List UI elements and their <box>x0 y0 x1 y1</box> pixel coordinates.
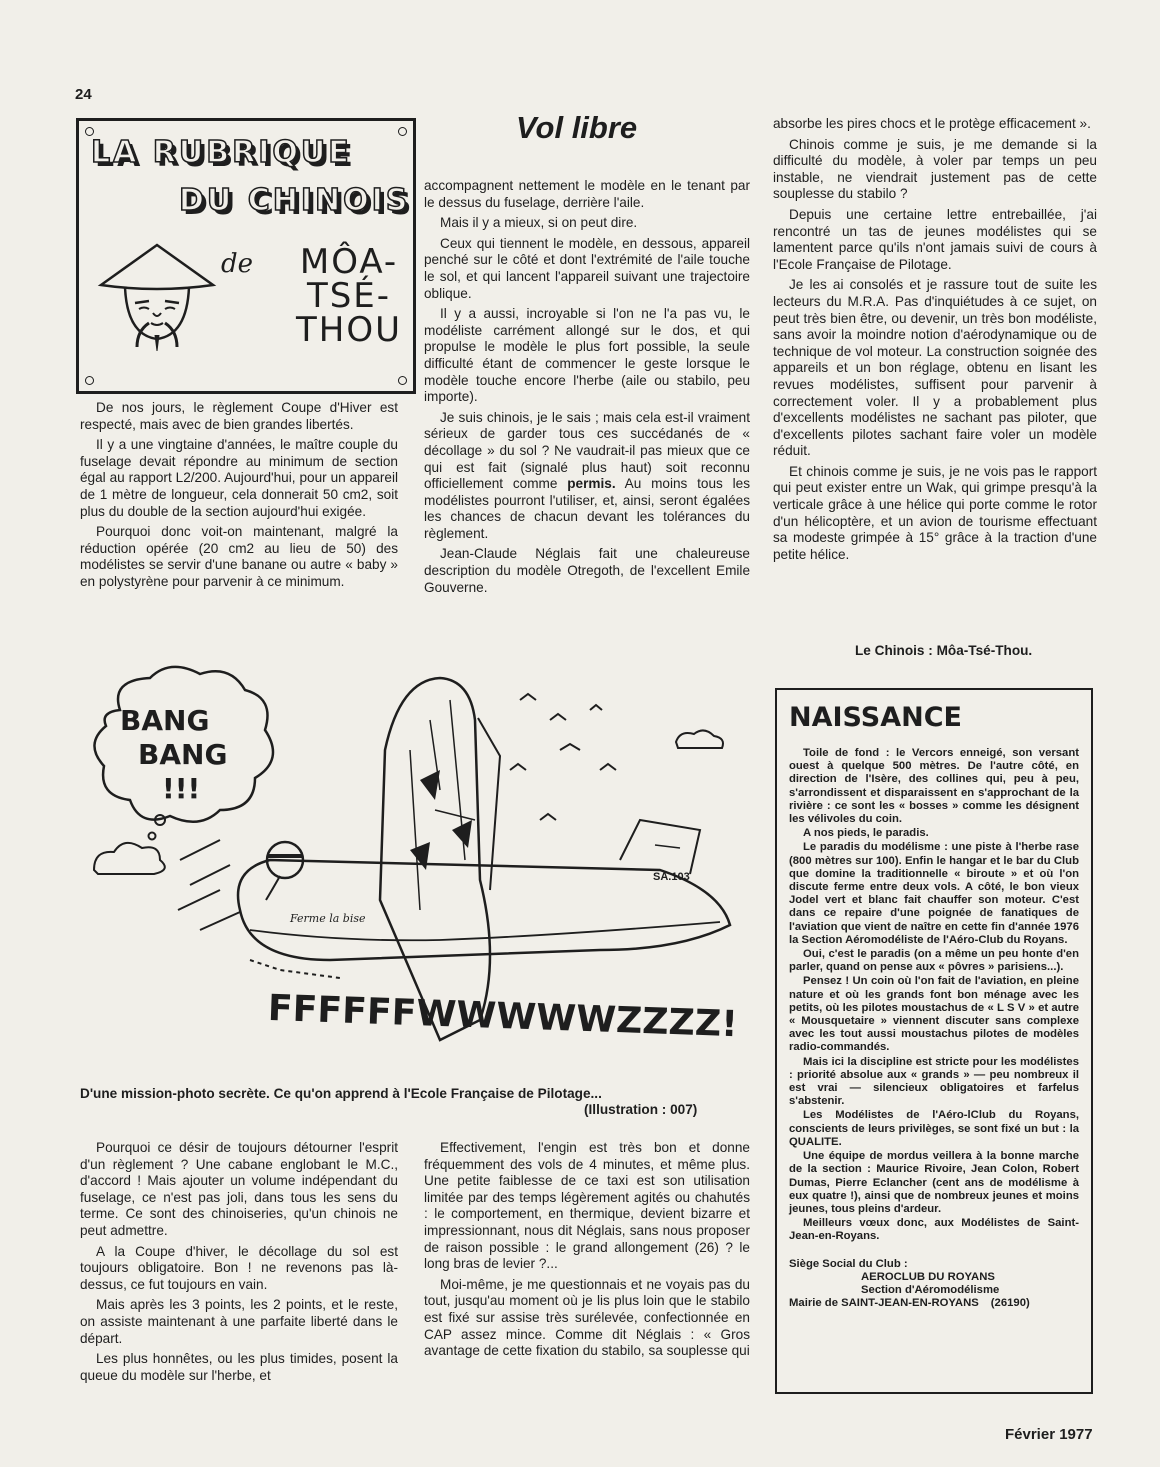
paragraph: Pensez ! Un coin où l'on fait de l'aviation, en pleine nature et où les grands font bon ménage avec les petits, où les pilotes moustachus de « L S V » et autre « Mousquetaire » viennent discuter sans complexe avec les tout aussi moustachus pilotes de modèles radio-commandés. <box>789 975 1079 1054</box>
paragraph: Ceux qui tiennent le modèle, en dessous, appareil penché sur le côté et dont l'extrémité de l'aile touche le sol, et qui lancent l'appareil suivant une trajectoire oblique. <box>424 235 750 301</box>
column-1-bottom <box>80 1140 398 1388</box>
screw-icon <box>85 376 94 385</box>
rubrique-de: de <box>221 249 254 279</box>
cloud-icon <box>676 730 723 748</box>
naissance-body <box>789 747 1079 1244</box>
hull-inscription: Ferme la bise <box>290 912 366 925</box>
bang-word: BANG <box>120 704 210 737</box>
paragraph: Jean-Claude Néglais fait une chaleureuse description du modèle Otregoth, de l'excellent Emile Gouverne. <box>424 546 750 595</box>
paragraph: Les plus honnêtes, ou les plus timides, posent la queue du modèle sur l'herbe, et <box>80 1351 398 1383</box>
club-name: AEROCLUB DU ROYANS <box>861 1270 995 1283</box>
club-section: Section d'Aéromodélisme <box>861 1283 1000 1296</box>
plane-code-label: SA.103 <box>653 871 690 883</box>
paragraph: Effectivement, l'engin est très bon et donne fréquemment des vols de 4 minutes, et même plus. Une petite faiblesse de ce taxi est son utilisation limitée par des temps légèrement agités ou chahutés : le comportement, en thermique, devient bizarre et impressionnant, nous dit Néglais, sans nous proposer de raison possible : le grand allongement (26) ? le long bras de levier ?... <box>424 1140 750 1272</box>
aircraft-tail-fin <box>380 678 490 1040</box>
club-mairie <box>789 1297 1079 1310</box>
text-run: Je suis chinois, je le sais ; mais cela est-il vraiment sérieux de garder tous ces succédanés de « décollage » du sol ? Ne vaudrait-il pas mieux que ce qui est fait (signalé plus haut) soit reconnu officiellement comme <box>424 409 750 492</box>
paragraph: Pourquoi ce désir de toujours détourner l'esprit d'un règlement ? Une cabane englobant le M.C., d'accord ! Mais ajouter un volume indépendant du fuselage, ce n'est pas joli, dans tous les sens du terme. Ce sont des chinoiseries, qu'un chinois ne peut admettre. <box>80 1140 398 1238</box>
text-run: Au moins tous les modélistes pourront l'utiliser, et, ainsi, seront égalées les chances de chacun devant les tolérances du règlement. <box>424 476 750 541</box>
chinese-man-icon <box>97 239 217 359</box>
postal-code: (26190) <box>990 1297 1030 1310</box>
bird-icon <box>510 694 616 820</box>
naissance-title: NAISSANCE <box>789 702 962 733</box>
paragraph: Depuis une certaine lettre entrebaillée, j'ai rencontré un tas de jeunes modélistes qui se lamentent parce qu'ils n'ont jamais suivi de cours à l'Ecole Française de Pilotage. <box>773 206 1097 272</box>
author-name-line: TSÉ- <box>306 276 392 316</box>
article-signature: Le Chinois : Môa-Tsé-Thou. <box>855 643 1033 658</box>
paragraph: Les Modélistes de l'Aéro-lClub du Royans, conscients de leurs privilèges, se sont fixé un but : la QUALITE. <box>789 1109 1079 1148</box>
paragraph: Il y a une vingtaine d'années, le maître couple du fuselage devait répondre au minimum de section égal au rapport L2/200. Aujourd'hui, pour un appareil de 1 mètre de longueur, cela donnerait 50 cm2, soit plus du double de la section aujourd'hui exigée. <box>80 437 398 519</box>
paragraph: Mais ici la discipline est stricte pour les modélistes : priorité absolue aux « grands » — peu nombreux il est vrai — silencieux obligatoires et farfelus s'abstenir. <box>789 1055 1079 1108</box>
paragraph: A nos pieds, le paradis. <box>803 827 929 840</box>
illustration-caption: D'une mission-photo secrète. Ce qu'on apprend à l'Ecole Française de Pilotage... <box>80 1086 602 1101</box>
bold-word-permis: permis. <box>567 476 616 492</box>
bang-exclamations: !!! <box>162 772 201 805</box>
paragraph: Toile de fond : le Vercors enneigé, son versant ouest à quelque 500 mètres. De l'autre côté, en direction de l'Isère, des collines qui, peu à peu, s'arrondissent et disparaissent en s'approchant de la rivière : ce sont les « bosses » comme les désignent les vélivoles du coin. <box>789 747 1079 826</box>
paragraph: A la Coupe d'hiver, le décollage du sol est toujours obligatoire. Bon ! ne revenons pas là-dessus, ce fut toujours en vain. <box>80 1243 398 1292</box>
column-3-top <box>773 116 1097 567</box>
mairie-text: Mairie de SAINT-JEAN-EN-ROYANS <box>789 1297 979 1310</box>
paragraph: De nos jours, le règlement Coupe d'Hiver est respecté, mais avec de bien grandes libertés. <box>80 400 398 432</box>
cloud-icon <box>94 843 165 874</box>
column-1-top <box>80 400 398 595</box>
naissance-box <box>775 688 1093 1394</box>
paragraph: Moi-même, je me questionnais et ne voyais pas du tout, jusqu'au moment où je lis plus loin que le stabilo est fixé sur assise très surélevée, confectionnée en CAP assez mince. Comme dit Néglais : « Gros avantage de cette fixation du stabilo, sa souplesse qui <box>424 1276 750 1359</box>
siege-label: Siège Social du Club : <box>789 1257 908 1270</box>
paragraph <box>424 410 750 543</box>
column-2-top <box>424 178 750 600</box>
author-name-line: MÔA- <box>299 242 399 282</box>
screw-icon <box>398 376 407 385</box>
paragraph: Chinois comme je suis, je me demande si la difficulté du modèle, à voler par temps un peu instable, ne viendrait justement pas de cette souplesse du stabilo ? <box>773 136 1097 202</box>
issue-date: Février 1977 <box>1005 1426 1093 1443</box>
paragraph: Une équipe de mordus veillera à la bonne marche de la section : Maurice Rivoire, Jean Colon, Robert Dumas, Pierre Eclancher (cent ans de modélisme à eux quatre !), ainsi que de nombreux jeunes et moins jeunes, tous pleins d'ardeur. <box>789 1150 1079 1215</box>
screw-icon <box>398 127 407 136</box>
column-2-bottom <box>424 1140 750 1364</box>
article-title: Vol libre <box>516 110 638 145</box>
rubrique-title-line1: LA RUBRIQUE <box>91 135 352 170</box>
rubrique-author-name <box>293 242 405 350</box>
paragraph: accompagnent nettement le modèle en le tenant par le dessus du fuselage, derrière l'aile. <box>424 178 750 210</box>
cartoon-illustration <box>80 660 760 1080</box>
rubrique-title-line2: DU CHINOIS <box>179 183 411 218</box>
paragraph: Meilleurs vœux donc, aux Modélistes de Saint-Jean-en-Royans. <box>789 1217 1079 1243</box>
page-number: 24 <box>75 86 92 103</box>
illustration-credit: (Illustration : 007) <box>584 1102 698 1117</box>
author-name-line: THOU <box>296 310 402 350</box>
paragraph: Mais après les 3 points, les 2 points, et le reste, on assiste maintenant à une parfaite liberté dans le départ. <box>80 1297 398 1346</box>
paragraph: Je les ai consolés et je rassure tout de suite les lecteurs du M.R.A. Pas d'inquiétudes à ce sujet, on peut très bien être, ou devenir, un très bon modéliste, sans avoir la moindre notion d'aérodynamique ou de technique de vol moteur. La construction soignée des appareils et un bon réglage, obtenu en lisant les revues modélistes, suffisent pour parvenir à correctement voler. Il y a probablement plus d'excellents modélistes ne sachant pas piloter, que d'excellents pilotes sachant faire voler un modèle réduit. <box>773 277 1097 459</box>
bang-word: BANG <box>138 738 228 771</box>
paragraph: Mais il y a mieux, si on peut dire. <box>440 215 638 231</box>
paragraph: Le paradis du modélisme : une piste à l'herbe rase (800 mètres sur 100). Enfin le hangar et le bar du Club que domine la traditionnelle « biroute » et où l'on discute ferme entre deux vols. A côté, le bon vieux Jodel vert et blanc fait chauffer son moteur. C'est dans ce repaire d'une poignée de fanatiques de l'aviation que vient de naître en cette fin d'année 1976 la Section Aéromodéliste de l'Aéro-Club du Royans. <box>789 841 1079 946</box>
paragraph: Il y a aussi, incroyable si l'on ne l'a pas vu, le modéliste carrément allongé sur le dos, et qui propulse le modèle le plus fort possible, la seule difficulté étant de commencer le geste lorsque le modèle touche encore l'herbe (aile ou stabilo, peu importe). <box>424 306 750 405</box>
paragraph: absorbe les pires chocs et le protège efficacement ». <box>773 116 1091 131</box>
paragraph: Oui, c'est le paradis (on a même un peu honte d'en parler, quand on pense aux « pôvres » parisiens...). <box>789 948 1079 974</box>
paragraph: Et chinois comme je suis, je ne vois pas le rapport qui peut exister entre un Wak, qui grimpe presqu'à la verticale grâce à une hélice qui porte comme le rotor d'un hélicoptère, et un avion de tourisme effectuant sa modeste grimpée à 15° grâce à la traction d'une petite hélice. <box>773 463 1097 562</box>
sound-effect-text: FFFFFFWWWWWZZZZ! <box>267 987 736 1046</box>
rubrique-header-box <box>76 118 416 394</box>
club-address <box>789 1258 1079 1311</box>
paragraph: Pourquoi donc voit-on maintenant, malgré la réduction opérée (20 cm2 au lieu de 50) des modélistes se servir d'une banane ou autre « baby » en polystyrène pour parvenir à ce minimum. <box>80 524 398 589</box>
